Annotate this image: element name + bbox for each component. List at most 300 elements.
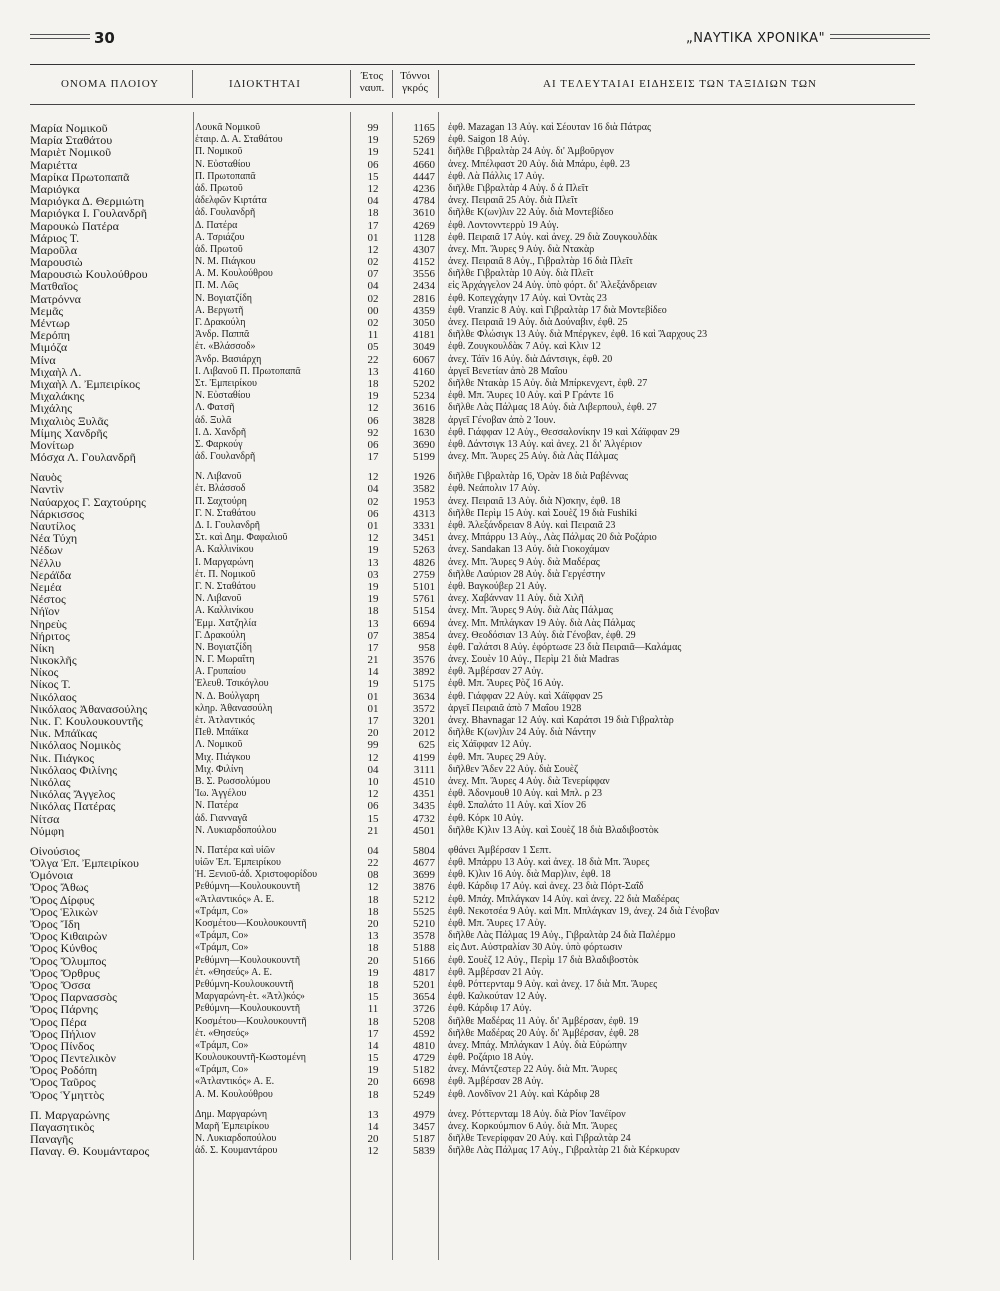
build-year: 18 <box>367 1015 379 1028</box>
table-row <box>30 581 920 593</box>
table-row <box>30 906 920 918</box>
gross-tons: 4199 <box>413 751 435 764</box>
ship-name: Νύμφη <box>30 824 65 837</box>
gross-tons: 3201 <box>413 715 435 727</box>
column-header-news: ΑΙ ΤΕΛΕΥΤΑΙΑΙ ΕΙΔΗΣΕΙΣ ΤΩΝ ΤΑΞΙΔΙΩΝ ΤΩΝ <box>543 78 817 90</box>
voyage-news: ἐφθ. Ρόττερνταμ 9 Αὐγ. καὶ ἀνεχ. 17 διὰ Μπ. Ἄυρες <box>448 978 658 990</box>
gross-tons: 5182 <box>413 1064 435 1077</box>
ship-owner: υἱῶν Ἐπ. Ἐμπειρίκου <box>195 857 282 869</box>
ship-name: Οἰνούσιος <box>30 844 80 857</box>
ship-name: Μαριόγκα Ι. Γουλανδρῆ <box>30 207 148 220</box>
column-header-divider <box>438 70 439 98</box>
ship-owner: Α. Καλλινίκου <box>195 544 254 556</box>
voyage-news: ἐφθ. Νεάπολιν 17 Αὐγ. <box>448 483 540 495</box>
voyage-news: διῆλθε Μαδέρας 20 Αὐγ. δι' Ἀμβέρσαν, ἐφθ. 28 <box>448 1027 639 1039</box>
build-year: 06 <box>367 800 379 813</box>
voyage-news: ἐφθ. Mazagan 13 Αὐγ. καὶ Σέουταν 16 διὰ Πάτρας <box>448 122 651 133</box>
ship-owner: Γ. Δρακούλη <box>195 317 246 328</box>
ship-name: Ὄρος Πεντελικὸν <box>30 1052 116 1065</box>
table-row <box>30 293 920 305</box>
ship-name: Ὄρος Πάρνης <box>30 1003 98 1016</box>
table-row <box>30 1003 920 1015</box>
ship-name: Ὄρος Ὄσσα <box>30 978 91 991</box>
ship-owner: Κουλουκουντῆ-Κωστομένη <box>195 1052 306 1064</box>
table-row <box>30 471 920 483</box>
table-row <box>30 1016 920 1028</box>
build-year: 12 <box>367 1145 379 1158</box>
table-row <box>30 557 920 569</box>
header-rule-right-bottom <box>830 38 930 39</box>
table-row <box>30 869 920 881</box>
voyage-news: διῆλθε Τενερίφφαν 20 Αὐγ. καὶ Γιβραλτὰρ 24 <box>448 1133 631 1145</box>
ship-owner: «Ἀτλαντικός» Α. Ε. <box>195 893 275 905</box>
build-year: 14 <box>367 1121 379 1133</box>
voyage-news: ἐφθ. Κάρδιφ 17 Αὐγ. <box>448 1003 532 1015</box>
voyage-news: ἀνεχ. Μπάρρυ 13 Αὐγ., Λὰς Πάλμας 20 διὰ Ροζάριο <box>448 532 657 544</box>
build-year: 00 <box>367 304 379 317</box>
table-row <box>30 918 920 930</box>
gross-tons: 3854 <box>413 629 435 642</box>
header-rule-left-top <box>30 34 90 35</box>
build-year: 04 <box>367 195 379 208</box>
table-row <box>30 991 920 1003</box>
table-row <box>30 800 920 812</box>
column-header-tons-line2: γκρός <box>402 82 428 94</box>
ship-name: Ναυὸς <box>30 471 62 484</box>
ship-owner: Ἡ. Ξενιοῦ-ἀδ. Χριστοφορίδου <box>195 869 318 881</box>
ship-owner: Ἀνδρ. Βασιάρχη <box>195 353 262 365</box>
ship-owner: Ι. Λιβανοῦ Π. Πρωτοπαπᾶ <box>195 365 301 377</box>
voyage-news: ἐφθ. Ἀμβέρσαν 27 Αὐγ. <box>448 666 544 678</box>
voyage-news: ἐφθ. Μπ. Ἄυρες 29 Αὐγ. <box>448 751 547 763</box>
ship-name: Μεμᾶς <box>30 304 64 317</box>
build-year: 13 <box>367 930 379 943</box>
table-row <box>30 739 920 751</box>
voyage-news: ἐφθ. Γιάφφαν 12 Αὐγ., Θεσσαλονίκην 19 καὶ Χάϊφφαν 29 <box>448 426 680 438</box>
gross-tons: 4510 <box>413 775 435 788</box>
voyage-news: ἐφθ. Μπ. Ἄυρες Ρὸζ 16 Αὐγ. <box>448 678 564 690</box>
voyage-news: ἀνεχ. Μάντζεστερ 22 Αὐγ. διὰ Μπ. Ἄυρες <box>448 1064 618 1076</box>
ship-owner: Ν. Λυκιαρδοπούλου <box>195 824 277 836</box>
build-year: 15 <box>367 1052 379 1065</box>
build-year: 08 <box>367 869 379 882</box>
build-year: 06 <box>367 438 379 451</box>
build-year: 19 <box>367 390 379 403</box>
table-row <box>30 666 920 678</box>
gross-tons: 5188 <box>413 942 435 955</box>
gross-tons: 5269 <box>413 134 435 147</box>
build-year: 20 <box>367 727 379 740</box>
gross-tons: 2434 <box>413 280 435 293</box>
gross-tons: 4592 <box>413 1027 435 1040</box>
ship-name: Ὄρος Δίρφυς <box>30 893 95 906</box>
ship-owner: ἀδ. Ξυλᾶ <box>195 414 232 426</box>
build-year: 12 <box>367 751 379 764</box>
build-year: 04 <box>367 844 379 857</box>
gross-tons: 4826 <box>413 556 435 569</box>
ship-owner: Ρεθύμνη—Κουλουκουντῆ <box>195 954 301 966</box>
ship-owner: Ἐλευθ. Τσικόγλου <box>195 678 269 690</box>
table-row <box>30 451 920 463</box>
build-year: 18 <box>367 893 379 906</box>
table-row <box>30 1028 920 1040</box>
table-row <box>30 825 920 837</box>
ship-owner: Π. Νομικοῦ <box>195 146 243 158</box>
ship-name: Νέα Τύχη <box>30 532 78 545</box>
gross-tons: 5839 <box>413 1145 435 1158</box>
table-row <box>30 1052 920 1064</box>
table-row <box>30 122 920 134</box>
build-year: 17 <box>367 1027 379 1040</box>
table-row <box>30 317 920 329</box>
build-year: 99 <box>367 122 379 134</box>
gross-tons: 4269 <box>413 219 435 232</box>
ship-name: Νίκος Τ. <box>30 678 71 691</box>
ship-name: Μάριος Τ. <box>30 231 80 244</box>
build-year: 22 <box>367 857 379 870</box>
gross-tons: 5101 <box>413 580 435 593</box>
ship-name: Ὄρος Ὑμηττὸς <box>30 1088 104 1101</box>
ship-owner: Δημ. Μαργαρώνη <box>195 1108 268 1120</box>
build-year: 19 <box>367 580 379 593</box>
build-year: 19 <box>367 134 379 147</box>
voyage-news: διῆλθε Κ(ων)λιν 24 Αὐγ. διὰ Νάντην <box>448 727 596 739</box>
table-row <box>30 703 920 715</box>
ship-name: Παγασητικὸς <box>30 1121 95 1133</box>
ship-owner: Δ. Ι. Γουλανδρῆ <box>195 520 261 531</box>
table-row <box>30 955 920 967</box>
gross-tons: 4307 <box>413 243 435 256</box>
ship-name: Μαρία Νομικοῦ <box>30 122 108 134</box>
gross-tons: 6698 <box>413 1076 435 1089</box>
gross-tons: 3582 <box>413 483 435 496</box>
ship-name: Ὄρος Πίνδος <box>30 1039 95 1052</box>
voyage-news: διῆλθε Ντακὰρ 15 Αὐγ. διὰ Μπίρκενχεντ, ἐφθ. 27 <box>448 377 648 389</box>
ship-owner: Μιχ. Πιάγκου <box>195 751 251 763</box>
ship-name: Ὄρος Ἴδη <box>30 918 80 930</box>
ship-owner: Γ. Δρακούλη <box>195 629 246 641</box>
build-year: 92 <box>367 426 379 439</box>
table-row <box>30 1133 920 1145</box>
table-row <box>30 1109 920 1121</box>
build-year: 01 <box>367 231 379 244</box>
voyage-news: ἀνεχ. Μπ. Ἄυρες 9 Αὐγ. διὰ Λὰς Πάλμας <box>448 605 613 617</box>
table-row <box>30 894 920 906</box>
voyage-news: διῆλθε Λὰς Πάλμας 18 Αὐγ. διὰ Λιβερπουλ, ἐφθ. 27 <box>448 402 657 414</box>
voyage-news: ἀνεχ. Πειραιᾶ 8 Αὐγ., Γιβραλτὰρ 16 διὰ Πλεῖτ <box>448 256 633 268</box>
gross-tons: 5804 <box>413 844 435 857</box>
table-row <box>30 280 920 292</box>
ship-name: Μίμης Χανδρῆς <box>30 426 108 439</box>
ship-name: Νικόλαος Φιλίνης <box>30 763 118 776</box>
build-year: 06 <box>367 507 379 520</box>
ship-owner: Π. Πρωτοπαπᾶ <box>195 170 256 182</box>
voyage-news: ἐφθ. Λονδῖνον 21 Αὐγ. καὶ Κάρδιφ 28 <box>448 1088 600 1100</box>
ship-owner: Ν. Μ. Πιάγκου <box>195 256 256 268</box>
table-row <box>30 845 920 857</box>
table-row <box>30 813 920 825</box>
gross-tons: 5166 <box>413 954 435 967</box>
voyage-news: ἀνεχ. Πειραιᾶ 13 Αὐγ. διὰ Ν)σκην, ἐφθ. 18 <box>448 495 621 507</box>
gross-tons: 5234 <box>413 390 435 403</box>
table-row <box>30 232 920 244</box>
build-year: 20 <box>367 1133 379 1146</box>
voyage-news: ἐφθ. Λοντονντερρὺ 19 Αὐγ. <box>448 219 559 231</box>
ship-owner: Ρεθύμνη-Κουλουκουντῆ <box>195 978 294 990</box>
gross-tons: 4810 <box>413 1039 435 1052</box>
voyage-news: ἐφθ. Κόρκ 10 Αὐγ. <box>448 812 524 824</box>
build-year: 01 <box>367 702 379 715</box>
build-year: 04 <box>367 483 379 496</box>
voyage-news: ἐφθ. Γιάφφαν 22 Αὐγ. καὶ Χάϊφφαν 25 <box>448 690 603 702</box>
ship-owner: Λ. Νομικοῦ <box>195 739 243 751</box>
ship-owner: Ρεθύμνη—Κουλουκουντῆ <box>195 881 301 893</box>
gross-tons: 3050 <box>413 317 435 329</box>
voyage-news: ἀνεχ. Μπ. Ἄυρες 9 Αὐγ. διὰ Ντακὰρ <box>448 243 595 255</box>
voyage-news: διῆλθε Λαύριον 28 Αὐγ. διὰ Γεργέστην <box>448 568 605 580</box>
table-row <box>30 427 920 439</box>
ship-owner: Ν. Εὐσταθίου <box>195 390 251 402</box>
table-row <box>30 630 920 642</box>
gross-tons: 2759 <box>413 568 435 581</box>
gross-tons: 4784 <box>413 195 435 208</box>
voyage-news: ἐφθ. Ἀμβέρσαν 28 Αὐγ. <box>448 1076 544 1088</box>
voyage-news: ἐφθ. Πειραιᾶ 17 Αὐγ. καὶ ἀνεχ. 29 διὰ Ζουγκουλδὰκ <box>448 231 658 243</box>
build-year: 20 <box>367 1076 379 1089</box>
voyage-news: ἐφθ. Νεκοτσέα 9 Αὐγ. καὶ Μπ. Μπλάγκαν 19, ἀνεχ. 24 διὰ Γένοβαν <box>448 905 720 917</box>
ship-owner: Α. Μ. Κουλούθρου <box>195 1088 273 1100</box>
voyage-news: ἀνεχ. Μπ. Ἄυρες 9 Αὐγ. διὰ Μαδέρας <box>448 556 600 568</box>
ship-owner: Στ. Ἐμπειρίκου <box>195 377 257 389</box>
ship-owner: Α. Τσριάζου <box>195 231 245 243</box>
table-row <box>30 715 920 727</box>
build-year: 13 <box>367 556 379 569</box>
ship-name: Νηρεὺς <box>30 617 67 630</box>
table-row <box>30 776 920 788</box>
gross-tons: 3576 <box>413 654 435 667</box>
build-year: 15 <box>367 991 379 1004</box>
ship-name: Νήϊον <box>30 605 60 618</box>
gross-tons: 3049 <box>413 341 435 354</box>
ship-name: Μαρία Σταθάτου <box>30 134 113 147</box>
voyage-news: ἀνεχ. Sandakan 13 Αὐγ. διὰ Γιοκοχάμαν <box>448 544 610 556</box>
gross-tons: 3457 <box>413 1121 435 1133</box>
ship-owner: ἑτ. Βλάσσοδ <box>195 483 246 495</box>
build-year: 17 <box>367 641 379 654</box>
ship-name: Ὁμόνοια <box>30 869 73 882</box>
gross-tons: 3634 <box>413 690 435 703</box>
ship-owner: ἑτ. Π. Νομικοῦ <box>195 568 256 580</box>
build-year: 07 <box>367 268 379 281</box>
gross-tons: 4313 <box>413 507 435 520</box>
ship-name: Νικόλαος Ἀθανασούλης <box>30 702 148 715</box>
voyage-news: ἀνεχ. Μπέλφαστ 20 Αὐγ. διὰ Μπάρυ, ἐφθ. 23 <box>448 158 630 170</box>
page-number: 30 <box>90 28 119 48</box>
table-row <box>30 183 920 195</box>
ship-owner: Ν. Πατέρα <box>195 800 239 812</box>
ship-owner: Πεθ. Μπάϊκα <box>195 727 249 739</box>
voyage-news: ἐφθ. Μπ. Ἄυρες 17 Αὐγ. <box>448 918 547 929</box>
build-year: 14 <box>367 666 379 679</box>
table-row <box>30 979 920 991</box>
top-rule <box>30 64 915 65</box>
voyage-news: εἰς Δυτ. Αὐστραλίαν 30 Αὐγ. ὑπὸ φόρτωσιν <box>448 942 623 954</box>
ship-owner: ἑτ. «Βλάσσοδ» <box>195 341 256 353</box>
ship-name: Νίκος <box>30 666 59 679</box>
ship-owner: ἀδ. Σ. Κουμαντάρου <box>195 1145 278 1157</box>
voyage-news: ἐφθ. Γαλάτσι 8 Αὐγ. ἐφόρτωσε 23 διὰ Πειραιᾶ—Καλάμας <box>448 641 682 653</box>
ship-name: Ὄλγα Ἐπ. Ἐμπειρίκου <box>30 857 139 870</box>
gross-tons: 4817 <box>413 966 435 979</box>
table-row <box>30 727 920 739</box>
ship-owner: ἀδ. Γιανναγᾶ <box>195 812 248 824</box>
ship-name: Ματθαῖος <box>30 280 78 293</box>
ship-name: Ναύαρχος Γ. Σαχτούρης <box>30 495 146 508</box>
voyage-news: διῆλθε Γιβραλτὰρ 16, Ὀρὰν 18 διὰ Ραβέννας <box>448 471 629 483</box>
gross-tons: 5201 <box>413 978 435 991</box>
ship-name: Νίκη <box>30 641 55 654</box>
column-header-tons <box>394 70 436 94</box>
column-header-tons-line1: Τόννοι <box>400 70 430 82</box>
gross-tons: 5212 <box>413 893 435 906</box>
ship-owner: ἑτ. «Θησεύς» <box>195 1027 250 1039</box>
ships-table <box>30 122 920 1158</box>
table-row <box>30 857 920 869</box>
ship-owner: Ν. Λυκιαρδοπούλου <box>195 1133 277 1145</box>
voyage-news: ἀργεῖ Γένοβαν ἀπὸ 2 Ἰουν. <box>448 414 556 426</box>
ship-name: Ματρόννα <box>30 292 81 305</box>
table-row <box>30 569 920 581</box>
build-year: 01 <box>367 520 379 532</box>
ship-name: Νικόλας <box>30 775 71 788</box>
gross-tons: 1953 <box>413 495 435 508</box>
table-row <box>30 378 920 390</box>
gross-tons: 3610 <box>413 207 435 220</box>
ship-name: Μαριὲτ Νομικοῦ <box>30 146 112 159</box>
build-year: 21 <box>367 824 379 837</box>
column-header-year <box>352 70 392 94</box>
table-row <box>30 439 920 451</box>
voyage-news: ἐφθ. Κοπεγχάγην 17 Αὐγ. καὶ Ὀντὰς 23 <box>448 292 607 304</box>
build-year: 17 <box>367 451 379 464</box>
ship-name: Ὄρος Πήλιον <box>30 1027 96 1040</box>
gross-tons: 2012 <box>413 727 435 740</box>
gross-tons: 5263 <box>413 544 435 557</box>
voyage-news: διῆλθε Γιβραλτὰρ 10 Αὐγ. διὰ Πλεῖτ <box>448 268 594 280</box>
ship-name: Μιχαλιὸς Ξυλᾶς <box>30 414 109 427</box>
ship-name: Μαρουκὼ Πατέρα <box>30 219 119 232</box>
gross-tons: 6694 <box>413 617 435 630</box>
gross-tons: 3892 <box>413 666 435 679</box>
ship-owner: Λουκᾶ Νομικοῦ <box>195 122 261 133</box>
table-row <box>30 1089 920 1101</box>
build-year: 18 <box>367 905 379 918</box>
gross-tons: 5175 <box>413 678 435 691</box>
ship-owner: Ν. Πατέρα καὶ υἱῶν <box>195 844 275 856</box>
build-year: 02 <box>367 256 379 269</box>
column-header-divider <box>350 70 351 98</box>
voyage-news: διῆλθε Περὶμ 15 Αὐγ. καὶ Σουὲζ 19 διὰ Fushiki <box>448 507 638 519</box>
ship-name: Μόσχα Λ. Γουλανδρῆ <box>30 451 136 464</box>
build-year: 04 <box>367 763 379 776</box>
gross-tons: 2816 <box>413 292 435 305</box>
table-row <box>30 544 920 556</box>
table-row <box>30 1121 920 1133</box>
gross-tons: 3556 <box>413 268 435 281</box>
ship-name: Ναντὶν <box>30 483 64 496</box>
table-row <box>30 881 920 893</box>
ship-owner: Α. Μ. Κουλούθρου <box>195 268 273 280</box>
ship-owner: Ν. Δ. Βούλγαρη <box>195 690 260 702</box>
table-row <box>30 220 920 232</box>
ship-name: Ὄρος Παρνασσὸς <box>30 991 117 1004</box>
ship-owner: Γ. Ν. Σταθάτου <box>195 507 256 519</box>
ship-name: Νικ. Πιάγκος <box>30 751 94 764</box>
voyage-news: διῆλθε Γιβραλτὰρ 24 Αὐγ. δι' Ἀμβοῦργον <box>448 146 614 158</box>
ship-name: Νεράϊδα <box>30 568 72 581</box>
ship-owner: ἀδ. Γουλανδρῆ <box>195 451 256 463</box>
ship-owner: «Τράμπ, Co» <box>195 1064 249 1076</box>
build-year: 21 <box>367 654 379 667</box>
table-row <box>30 942 920 954</box>
ship-name: Μαροῦλα <box>30 243 77 256</box>
table-row <box>30 390 920 402</box>
table-row <box>30 171 920 183</box>
voyage-news: ἐφθ. Ἀμβέρσαν 21 Αὐγ. <box>448 966 544 978</box>
ship-owner: Ἀνδρ. Παππᾶ <box>195 329 250 341</box>
build-year: 02 <box>367 317 379 329</box>
voyage-news: ἐφθ. Ροζάριο 18 Αὐγ. <box>448 1052 534 1064</box>
build-year: 19 <box>367 544 379 557</box>
ship-name: Ὄρος Ὄλυμπος <box>30 954 107 967</box>
ship-name: Μαριόγκα Δ. Θερμιώτη <box>30 195 145 208</box>
table-row <box>30 618 920 630</box>
ship-name: Νεμέα <box>30 580 62 593</box>
voyage-news: ἐφθ. Saigon 18 Αὐγ. <box>448 134 530 146</box>
voyage-news: ἐφθ. Κάρδιφ 17 Αὐγ. καὶ ἀνεχ. 23 διὰ Πόρτ-Σαΐδ <box>448 881 644 893</box>
ship-owner: «Τράμπ, Co» <box>195 930 249 942</box>
build-year: 18 <box>367 377 379 390</box>
voyage-news: εἰς Χάϊφφαν 12 Αὐγ. <box>448 739 532 751</box>
table-row <box>30 691 920 703</box>
build-year: 14 <box>367 1039 379 1052</box>
ship-name: Μιχαὴλ Λ. Ἐμπειρίκος <box>30 377 140 390</box>
voyage-news: διῆλθε Κ(ων)λιν 22 Αὐγ. διὰ Μοντεβίδεο <box>448 207 614 219</box>
table-row <box>30 341 920 353</box>
gross-tons: 1926 <box>413 471 435 484</box>
voyage-news: ἐφθ. Κ)λιν 16 Αὐγ. διὰ Μαρ)λιν, ἐφθ. 18 <box>448 869 611 881</box>
ship-name: Μαρίκα Πρωτοπαπᾶ <box>30 170 130 183</box>
voyage-news: ἐφθ. Μπάρρυ 13 Αὐγ. καὶ ἀνεχ. 18 διὰ Μπ. Ἄυρες <box>448 857 650 869</box>
gross-tons: 5241 <box>413 146 435 159</box>
build-year: 19 <box>367 966 379 979</box>
ship-name: Μιχαλάκης <box>30 390 85 403</box>
gross-tons: 3726 <box>413 1003 435 1016</box>
build-year: 15 <box>367 170 379 183</box>
ship-name: Μονίτωρ <box>30 438 75 451</box>
gross-tons: 5525 <box>413 905 435 918</box>
column-header-year-line2: ναυπ. <box>359 82 385 94</box>
ship-owner: Μιχ. Φιλίνη <box>195 763 244 775</box>
table-row <box>30 532 920 544</box>
table-row <box>30 1145 920 1157</box>
ship-owner: κληρ. Ἀθανασούλη <box>195 702 273 714</box>
gross-tons: 3435 <box>413 800 435 813</box>
gross-tons: 5202 <box>413 377 435 390</box>
gross-tons: 6067 <box>413 353 435 366</box>
ship-owner: ἀδ. Γουλανδρῆ <box>195 207 256 219</box>
build-year: 12 <box>367 532 379 545</box>
